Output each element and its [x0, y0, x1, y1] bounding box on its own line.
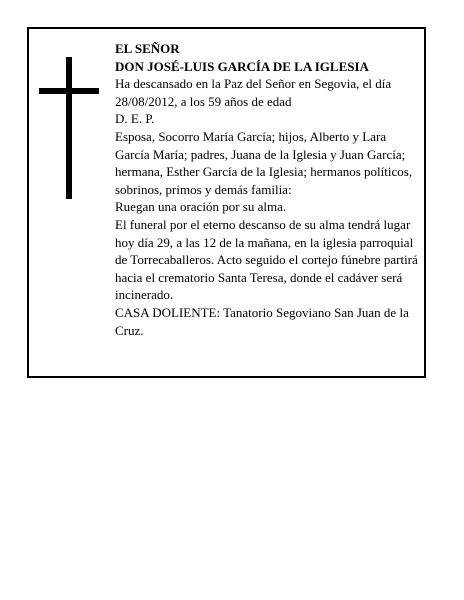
cross-vertical-bar: [66, 57, 72, 199]
prayer-request: Ruegan una oración por su alma.: [115, 199, 287, 215]
deceased-name: DON JOSÉ-LUIS GARCÍA DE LA IGLESIA: [115, 58, 369, 74]
notice-text-block: [115, 40, 421, 339]
cross-horizontal-bar: [39, 88, 99, 94]
mourning-house: CASA DOLIENTE: Tanatorio Segoviano San Juan de la Cruz.: [115, 304, 409, 338]
death-statement: Ha descansado en la Paz del Señor en Segovia, el día 28/08/2012, a los 59 años de edad: [115, 76, 392, 109]
deceased-title: EL SEÑOR: [115, 41, 180, 56]
family-list: Esposa, Socorro María García; hijos, Alberto y Lara García María; padres, Juana de la Iglesia y Juan García; hermana, Esther García de la Iglesia; hermanos políticos, sobrinos, primos y demás familia:: [115, 128, 413, 197]
rest-in-peace: D. E. P.: [115, 111, 155, 127]
funeral-details: El funeral por el eterno descanso de su alma tendrá lugar hoy día 29, a las 12 de la mañana, en la iglesia parroquial de Torrecaballeros. Acto seguido el cortejo fúnebre partirá hacia el crematorio Santa Teresa, donde el cadáver será incinerado.: [115, 216, 418, 303]
obituary-notice: [27, 27, 426, 378]
latin-cross-icon: [39, 57, 99, 199]
